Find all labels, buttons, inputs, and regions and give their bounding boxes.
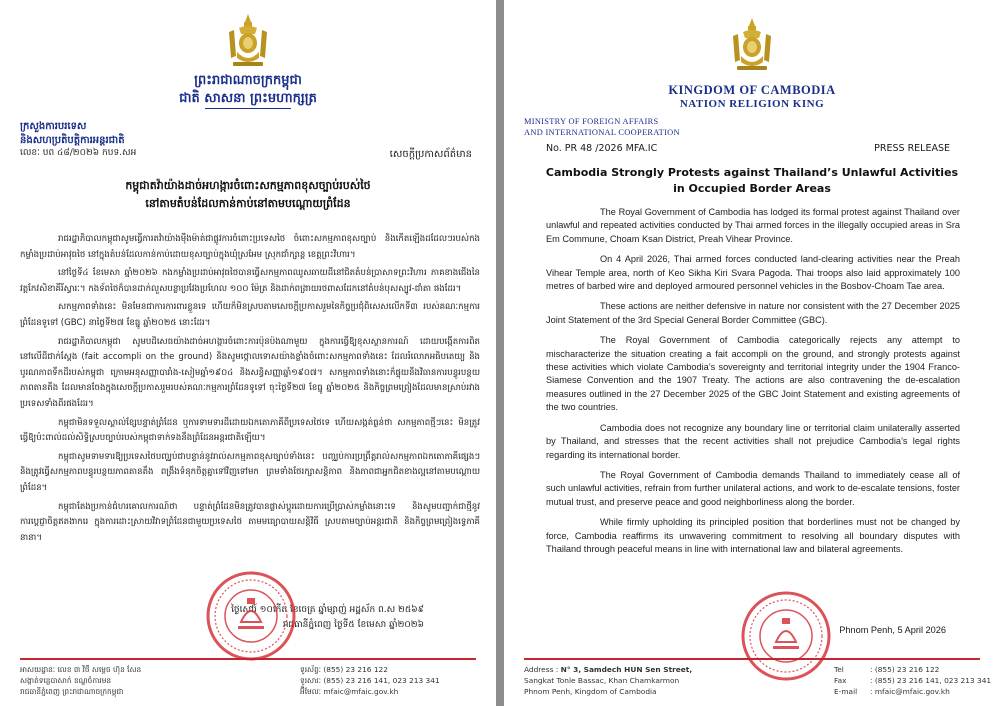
footer-contact: ទូរស័ព្ទៈ (855) 23 216 122 ទូរសារៈ (855) 23 216 141, 023 213 341 អ៊ីមែលៈ mfaic@mfaic.gov.kh bbox=[300, 665, 440, 696]
ministry-seal-icon bbox=[205, 570, 297, 662]
khmer-letter-page bbox=[0, 0, 496, 706]
kingdom-heading: KINGDOM OF CAMBODIA bbox=[668, 83, 836, 97]
ministry-name-line2: និងសហប្រតិបត្តិការអន្តរជាតិ bbox=[20, 135, 125, 146]
footer-divider bbox=[524, 658, 980, 660]
english-letter-page bbox=[504, 0, 1000, 706]
press-release-label: សេចក្តីប្រកាសព័ត៌មាន bbox=[389, 149, 472, 160]
lunar-date-line: ថ្ងៃសៅរ៍ ១០កើត ខែចេត្រ ឆ្នាំម្សាញ់ អដ្ឋស័ក ព.ស ២៥៦៩ bbox=[231, 605, 424, 615]
paragraph: រាជរដ្ឋាភិបាលកម្ពុជា សូមបដិសេធយ៉ាងដាច់អហង្ការចំពោះការប៉ុនប៉ងណាមួយ ក្នុងការធ្វើឱ្យខុសស្ថានការណ៍ ដោយបង្កើតការពិតនៅលើដីជាក់ស្តែង (fait accompli on the ground) និងសូមថ្កោលទោសយ៉ាងខ្លាំងចំពោះសកម្មភាពទាំងនេះ ដែលរំលោភអធិបតេយ្យ និងបូរណភាពទឹកដីរបស់កម្ពុជា ក្រោមអនុសញ្ញាបារាំង-សៀមឆ្នាំ១៩០៤ និងសន្ធិសញ្ញាឆ្នាំ១៩០៧។ សកម្មភាពទាំងនោះក៏ផ្ទុយនឹងវិធានការបន្ធូរបន្ថយភាពតានតឹង ដែលមានចែងក្នុងសេចក្តីប្រកាសរួមរបស់គណៈកម្មការព្រំដែនទូទៅ ចុះថ្ងៃទី២៧ ខែធ្នូ ឆ្នាំ២០២៥ និងកិច្ចព្រមព្រៀងដែលមានស្រាប់រវាងប្រទេសទាំងពីរផងដែរ។ bbox=[20, 336, 481, 409]
reference-number: លេខៈ បព ៤៨/២០២៦ កបទ.សអ bbox=[20, 148, 137, 158]
paragraph: These actions are neither defensive in nature nor consistent with the 27 December 2025 Joint Statement of the 3rd Special General Border Committee (GBC). bbox=[546, 301, 960, 325]
ministry-seal-icon bbox=[740, 590, 832, 682]
royal-arms-icon bbox=[225, 12, 271, 68]
paragraph: រាជរដ្ឋាភិបាលកម្ពុជាសូមធ្វើការតវ៉ាយ៉ាងម៉ឺងម៉ាត់ជាផ្លូវការចំពោះប្រទេសថៃ ចំពោះសកម្មភាពខុសច្បាប់ និងកើតឡើងដដែលៗរបស់កងកម្លាំងប្រដាប់អាវុធថៃ នៅក្នុងតំបន់ដែលកាន់កាប់ដោយខុសច្បាប់ក្នុងឃុំស្រអែម ស្រុកជាំក្សាន្ត ខេត្តព្រះវិហារ។ bbox=[20, 234, 480, 260]
title-line2: in Occupied Border Areas bbox=[673, 182, 831, 195]
paragraph: កម្ពុជាសូមទាមទារឱ្យប្រទេសថៃបញ្ឈប់ជាបន្ទាន់នូវរាល់សកម្មភាពខុសច្បាប់ទាំងនេះ បញ្ឈប់ការប្រព្រឹត្តរាល់សកម្មភាពឯកតោភាគីផ្សេងៗ និងត្រូវធ្វើសកម្មភាពបន្ធូរបន្ថយភាពតានតឹង ពង្រឹងទំនុកចិត្តគ្នាទៅវិញទៅមក ព្រមទាំងថែរក្សាសន្តិភាព និងភាពជាអ្នកជិតខាងល្អនៅតាមបណ្តោយព្រំដែន។ bbox=[20, 451, 480, 493]
paragraph: The Royal Government of Cambodia demands Thailand to immediately cease all of such unlawful activities, refrain from further unilateral actions, and work to de-escalate tensions, foster mutual trust, and preserve peace and good neighborliness along the border. bbox=[546, 469, 960, 507]
footer-divider bbox=[20, 658, 476, 660]
press-release-label: PRESS RELEASE bbox=[874, 143, 950, 154]
footer-address: អាសយដ្ឋានៈ លេខ ៣ វិថី សម្តេច ហ៊ុន សែន សង្កាត់ទន្លេបាសាក់ ខណ្ឌចំការមន រាជធានីភ្នំពេញ ព្រះរាជាណាចក្រកម្ពុជា bbox=[20, 665, 142, 696]
motto-heading: ជាតិ សាសនា ព្រះមហាក្សត្រ bbox=[179, 91, 317, 106]
paragraph: The Royal Government of Cambodia has lodged its formal protest against Thailand over unlawful and repeated activities conducted by Thai armed forces in the illegally occupied areas in Sra Em Commune, Choam Ksan District, Preah Vihear Province. bbox=[546, 207, 960, 244]
paragraph: កម្ពុជាមិនទទួលស្គាល់ខ្សែបន្ទាត់ព្រំដែន ឬការទាមទារដីដោយឯកតោភាគីពីប្រទេសថៃទេ ហើយសង្កត់ធ្ងន់ថា សកម្មភាពថ្មីៗនេះ មិនត្រូវធ្វើឱ្យប៉ះពាល់ដល់សិទ្ធិស្របច្បាប់របស់កម្ពុជាទាក់ទងនឹងព្រំដែនអន្តរជាតិឡើយ។ bbox=[20, 417, 480, 444]
paragraph: សកម្មភាពទាំងនេះ មិនមែនជាការការពារខ្លួនទេ ហើយក៏មិនស្របតាមសេចក្តីប្រកាសរួមនៃកិច្ចប្រជុំពិសេសលើកទី៣ របស់គណៈកម្មការព្រំដែនទូទៅ (GBC) នាថ្ងៃទី២៧ ខែធ្នូ ឆ្នាំ២០២៥ នោះដែរ។ bbox=[20, 302, 480, 328]
page-gutter bbox=[496, 0, 504, 706]
paragraph: Cambodia does not recognize any boundary line or territorial claim unilaterally asserted by Thailand, and stresses that the recent activities shall not prejudice Cambodia’s legal rights regarding its international border. bbox=[546, 422, 960, 460]
paragraph: On 4 April 2026, Thai armed forces conducted land-clearing activities near the Preah Vihear Temple area, north of Keo Sikha Kiri Svara Pagoda. Thai troops also laid approximately 100 metres of barbed wire and deployed armoured personnel vehicles in the Bosbov-Choam Tae area. bbox=[546, 254, 960, 292]
title-line1: Cambodia Strongly Protests against Thailand’s Unlawful Activities bbox=[545, 166, 959, 179]
paragraph: កម្ពុជាតែងប្រកាន់ជំហរគោលការណ៍ថា បន្ទាត់ព្រំដែនមិនត្រូវបានផ្លាស់ប្តូរដោយការប្រើប្រាស់កម្លាំងនោះទេ និងសូមបញ្ជាក់ជាថ្មីនូវការប្តេជ្ញាចិត្តឥតងាករេ ក្នុងការដោះស្រាយវិវាទព្រំដែនជាមួយប្រទេសថៃ តាមមធ្យោបាយសន្តិវិធី ស្របតាមច្បាប់អន្តរជាតិ និងកិច្ចព្រមព្រៀងទ្វេភាគីនានា។ bbox=[20, 501, 480, 543]
royal-arms-icon bbox=[729, 16, 775, 72]
ministry-name-line1: MINISTRY OF FOREIGN AFFAIRS bbox=[524, 117, 659, 126]
paragraph: While firmly upholding its principled position that borderlines must not be changed by force, Cambodia reaffirms its unwavering commitment to resolving all boundary disputes with Thailand through peaceful means in line with international law and bilateral agreements. bbox=[546, 517, 960, 554]
letter-body bbox=[546, 206, 960, 563]
paragraph: The Royal Government of Cambodia categorically rejects any attempt to mischaracterize the situation creating a fait accompli on the ground, and strongly protests against these activities which violate Cambodia’s sovereignty and territorial integrity under the 1904 Franco-Siamese Convention and the 1907 Treaty. The actions are also contravening the de-escalation measures outlined in the 27 December 2025 of the GBC Joint Statement and existing agreements of the two countries. bbox=[546, 335, 960, 413]
kingdom-heading: ព្រះរាជាណាចក្រកម្ពុជា bbox=[194, 73, 302, 88]
solar-date-line: រាជធានីភ្នំពេញ ថ្ងៃទី៥ ខែមេសា ឆ្នាំ២០២៦ bbox=[282, 620, 424, 630]
reference-number: No. PR 48 /2026 MFA.IC bbox=[546, 143, 658, 154]
title-line2: នៅតាមតំបន់ដែលកាន់កាប់នៅតាមបណ្តោយព្រំដែន bbox=[145, 197, 351, 210]
place-and-date: Phnom Penh, 5 April 2026 bbox=[839, 625, 946, 635]
motto-heading: NATION RELIGION KING bbox=[679, 98, 825, 110]
paragraph: នៅថ្ងៃទី៤ ខែមេសា ឆ្នាំ២០២៦ កងកម្លាំងប្រដាប់អាវុធថៃបានធ្វើសកម្មភាពឈូសឆាយដីនៅជិតតំបន់ប្រាសាទព្រះវិហារ ភាគខាងជើងនៃវត្តកែវសិខាគីរីស្វារៈ។ កងទ័ពថៃក៏បានដាក់លួសបន្លាប្រវែងប្រហែល ១០០ ម៉ែត្រ និងដាក់ពង្រាយរថពាសដែកនៅតំបន់បុសស្បូវ-ជាំតា ផងដែរ។ bbox=[20, 268, 480, 294]
ministry-name-line1: ក្រសួងការបរទេស bbox=[20, 121, 87, 132]
footer-contact: Tel : (855) 23 216 122 Fax : (855) 23 216 141, 023 213 341 E-mail : mfaic@mfaic.gov.kh bbox=[834, 665, 992, 696]
heading-divider bbox=[205, 108, 291, 109]
title-line1: កម្ពុជាតវ៉ាយ៉ាងដាច់អហង្ការចំពោះសកម្មភាពខុសច្បាប់របស់ថៃ bbox=[125, 179, 371, 192]
letter-body bbox=[20, 232, 480, 549]
ministry-name-line2: AND INTERNATIONAL COOPERATION bbox=[524, 128, 680, 137]
footer-address: Address : N° 3, Samdech HUN Sen Street, Sangkat Tonle Bassac, Khan Chamkarmon Phnom Penh, Kingdom of Cambodia bbox=[524, 665, 693, 696]
